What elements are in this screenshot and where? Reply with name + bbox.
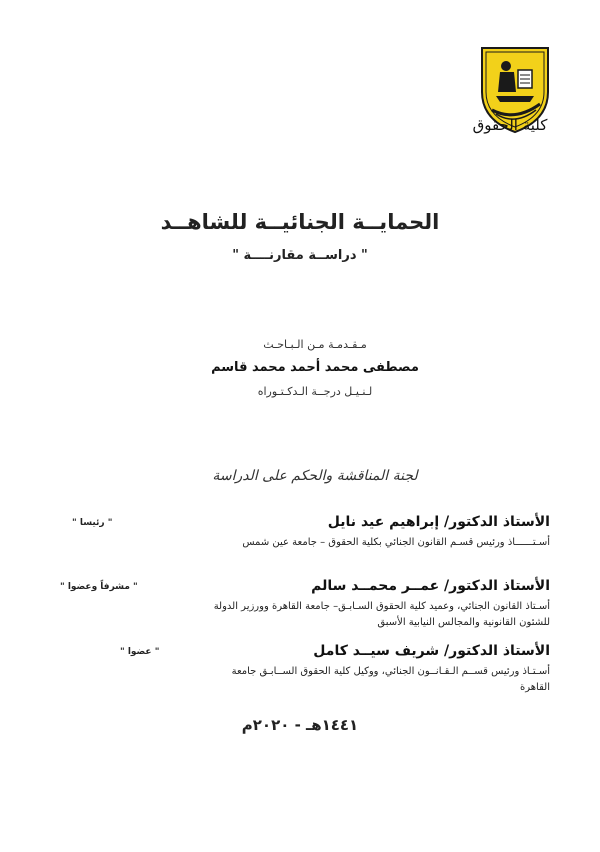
member-name: الأستاذ الدكتور/ شريف سيــد كامل [313,643,550,659]
committee-member [60,643,550,695]
thesis-title: الحمايــة الجنائيــة للشاهــد [160,210,440,234]
degree-label: لـنـيـل درجــة الـدكـتـوراه [257,385,373,398]
faculty-name: كلية الحقوق [472,116,548,134]
member-description: أسـتاذ القانون الجنائي، وعميد كلية الحقوق السـابـق– جامعة القاهرة وورزير الدولة للشئون القانونية والمجالس النيابية الأسبق [213,601,550,628]
member-name: الأستاذ الدكتور/ إبراهيم عيد نايل [327,514,550,530]
member-description: أسـتــــــاذ ورئيس قسـم القانون الجنائي بكلية الحقوق – جامعة عين شمس [242,537,550,548]
presented-by-label: مـقـدمـة مـن الـبـاحـث [263,338,367,351]
committee-heading: لجنة المناقشة والحكم على الدراسة [212,468,418,484]
member-role: " مشرفاً وعضوا " [60,582,138,592]
member-role: " رئيسا " [72,518,113,528]
document-date: ١٤٤١هـ - ٢٠٢٠م [241,716,359,734]
member-role: " عضوا " [120,647,160,657]
committee-member [60,578,550,630]
member-description: أسـتـاذ ورئيس قســم الـقـانــون الجنائي، ووكيل كلية الحقوق الســابـق جامعة القاهرة [231,666,550,693]
member-name: الأستاذ الدكتور/ عمــر محمــد سالم [311,578,550,594]
researcher-name: مصطفى محمد أحمد محمد قاسم [211,360,419,375]
committee-member [60,514,550,551]
thesis-subtitle: " دراســة مقارنــــة " [232,248,368,263]
